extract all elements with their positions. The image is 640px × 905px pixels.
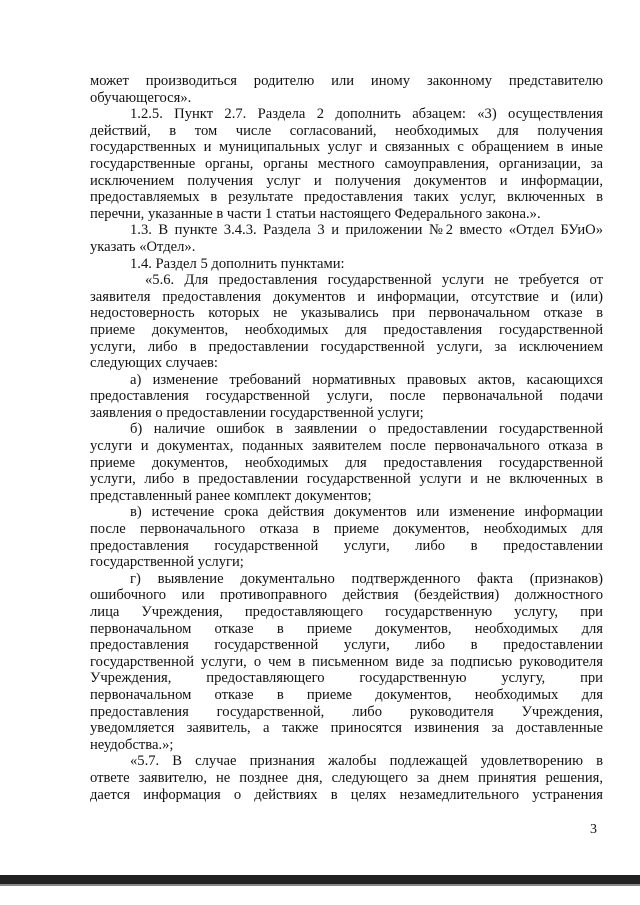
- text-line: 1.3. В пункте 3.4.3. Раздела 3 и приложении №2 вместо «Отдел БУиО»: [130, 222, 603, 239]
- scan-edge: [0, 875, 640, 884]
- page-number: 3: [590, 822, 597, 837]
- text-line: предоставления государственной, либо руководителя Учреждения,: [90, 703, 603, 720]
- scan-edge-shadow: [0, 884, 640, 886]
- text-line: приеме документов, необходимых для предоставления государственной: [90, 321, 603, 338]
- text-line: «5.7. В случае признания жалобы подлежащей удовлетворению в: [130, 753, 603, 770]
- text-line: предоставления государственной услуги, либо в предоставлении: [90, 537, 603, 554]
- text-line: приеме документов, необходимых для предоставления государственной: [90, 454, 603, 471]
- text-line: ошибочного или противоправного действия (бездействия) должностного: [90, 587, 603, 604]
- document-body: [90, 73, 603, 803]
- text-line: недостоверность которых не указывались при первоначальном отказе в: [90, 305, 603, 322]
- text-line: государственные органы, органы местного самоуправления, организации, за: [90, 155, 603, 172]
- text-line: представленный ранее комплект документов;: [90, 487, 372, 504]
- text-line: после первоначального отказа в приеме документов, необходимых для: [90, 521, 603, 538]
- text-line: услуги, либо в предоставлении государственной услуги, за исключением: [90, 338, 603, 355]
- text-line: предоставления государственной услуги, либо в предоставлении: [90, 637, 603, 654]
- text-line: Учреждения, предоставляющего государственную услугу, при: [90, 670, 603, 687]
- text-line: предоставления государственной услуги, после первоначальной подачи: [90, 388, 603, 405]
- text-line: первоначальном отказе в приеме документов, необходимых для: [90, 620, 603, 637]
- text-line: услуги, либо в предоставлении государственной услуги и не включенных в: [90, 471, 603, 488]
- text-line: обучающегося».: [90, 89, 192, 106]
- text-line: перечни, указанные в части 1 статьи настоящего Федерального закона.».: [90, 205, 541, 222]
- text-line: неудобства.»;: [90, 736, 174, 753]
- text-line: г) выявление документально подтвержденного факта (признаков): [130, 570, 603, 587]
- text-line: 1.2.5. Пункт 2.7. Раздела 2 дополнить абзацем: «3) осуществления: [130, 106, 603, 123]
- text-line: б) наличие ошибок в заявлении о предоставлении государственной: [130, 421, 603, 438]
- text-line: действий, в том числе согласований, необходимых для получения: [90, 122, 603, 139]
- text-line: дается информация о действиях в целях незамедлительного устранения: [90, 786, 603, 803]
- text-line: 1.4. Раздел 5 дополнить пунктами:: [130, 255, 345, 272]
- text-line: государственной услуги;: [90, 554, 244, 571]
- text-line: «5.6. Для предоставления государственной услуги не требуется от: [145, 272, 603, 289]
- text-line: предоставляемых в результате предоставления таких услуг, включенных в: [90, 189, 603, 206]
- text-line: заявления о предоставлении государственной услуги;: [90, 404, 424, 421]
- text-line: может производиться родителю или иному законному представителю: [90, 73, 603, 89]
- text-line: указать «Отдел».: [90, 238, 196, 255]
- text-line: лица Учреждения, предоставляющего государственную услугу, при: [90, 604, 603, 620]
- text-line: в) истечение срока действия документов или изменение информации: [130, 504, 603, 521]
- text-line: государственных и муниципальных услуг и связанных с обращением в иные: [90, 139, 603, 156]
- text-line: а) изменение требований нормативных правовых актов, касающихся: [130, 371, 603, 388]
- text-line: следующих случаев:: [90, 355, 218, 372]
- text-line: уведомляется заявитель, а также приносятся извинения за доставленные: [90, 720, 603, 737]
- text-line: государственной услуги, о чем в письменном виде за подписью руководителя: [90, 653, 603, 670]
- text-line: заявителя предоставления документов и информации, отсутствие и (или): [90, 288, 603, 305]
- text-line: ответе заявителю, не позднее дня, следующего за днем принятия решения,: [90, 769, 603, 786]
- text-line: исключением получения услуг и получения документов и информации,: [90, 172, 603, 189]
- text-line: первоначальном отказе в приеме документов, необходимых для: [90, 686, 603, 703]
- text-line: услуги и документах, поданных заявителем после первоначального отказа в: [90, 438, 603, 455]
